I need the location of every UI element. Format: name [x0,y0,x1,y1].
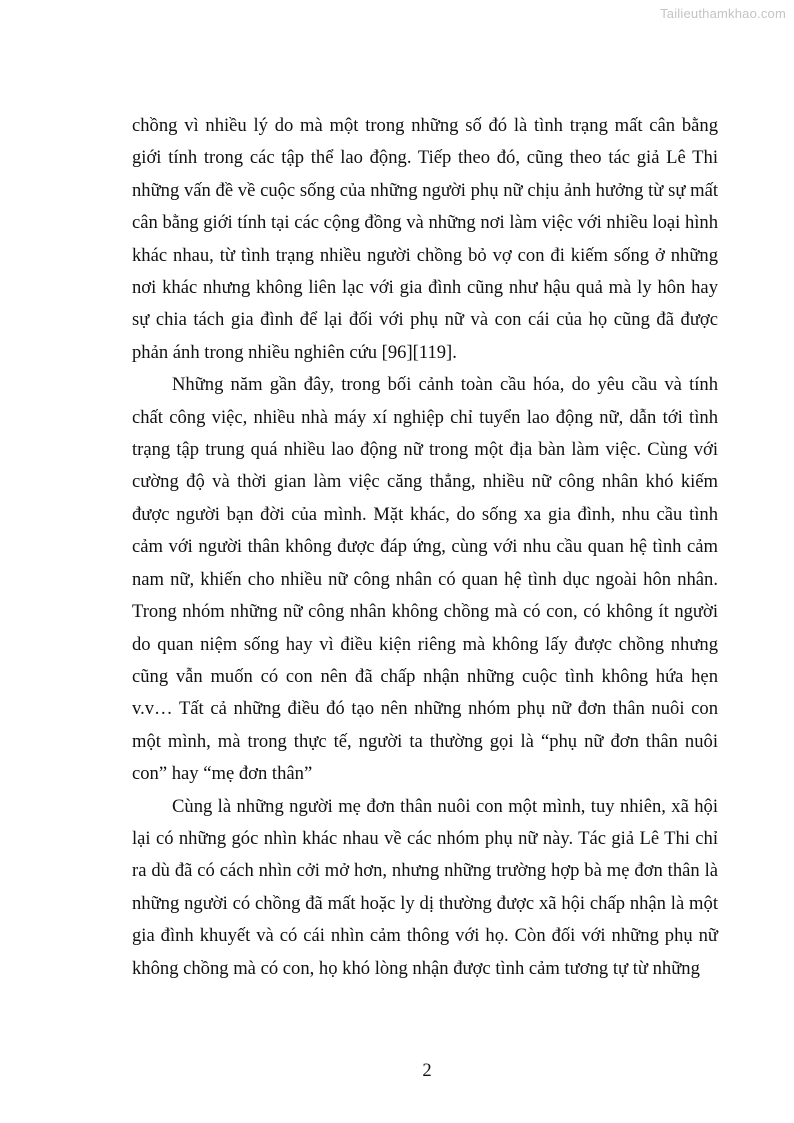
paragraph-continued: chồng vì nhiều lý do mà một trong những số đó là tình trạng mất cân bằng giới tính trong các tập thể lao động. Tiếp theo đó, cũng theo tác giả Lê Thi những vấn đề về cuộc sống của những người phụ nữ chịu ảnh hưởng từ sự mất cân bằng giới tính tại các cộng đồng và những nơi làm việc với nhiều loại hình khác nhau, từ tình trạng nhiều người chồng bỏ vợ con đi kiếm sống ở những nơi khác nhưng không liên lạc với gia đình cũng như hậu quả mà ly hôn hay sự chia tách gia đình để lại đối với phụ nữ và con cái của họ cũng đã được phản ánh trong nhiều nghiên cứu [96][119]. [132,115,718,363]
document-body [132,110,718,985]
watermark: Tailieuthamkhao.com [660,6,786,21]
paragraph: Những năm gần đây, trong bối cảnh toàn cầu hóa, do yêu cầu và tính chất công việc, nhiều nhà máy xí nghiệp chỉ tuyển lao động nữ, dẫn tới tình trạng tập trung quá nhiều lao động nữ trong một địa bàn làm việc. Cùng với cường độ và thời gian làm việc căng thẳng, nhiều nữ công nhân khó kiếm được người bạn đời của mình. Mặt khác, do sống xa gia đình, nhu cầu tình cảm với người thân không được đáp ứng, cùng với nhu cầu quan hệ tình cảm nam nữ, khiến cho nhiều nữ công nhân có quan hệ tình dục ngoài hôn nhân. Trong nhóm những nữ công nhân không chồng mà có con, có không ít người do quan niệm sống hay vì điều kiện riêng mà không lấy được chồng nhưng cũng vẫn muốn có con nên đã chấp nhận những cuộc tình không hứa hẹn v.v… Tất cả những điều đó tạo nên những nhóm phụ nữ đơn thân nuôi con một mình, mà trong thực tế, người ta thường gọi là “phụ nữ đơn thân nuôi con” hay “mẹ đơn thân” [132,374,718,785]
paragraph: Cùng là những người mẹ đơn thân nuôi con một mình, tuy nhiên, xã hội lại có những góc nhìn khác nhau về các nhóm phụ nữ này. Tác giả Lê Thi chỉ ra dù đã có cách nhìn cởi mở hơn, nhưng những trường hợp bà mẹ đơn thân là những người có chồng đã mất hoặc ly dị thường được xã hội chấp nhận là một gia đình khuyết và có cái nhìn cảm thông với họ. Còn đối với những phụ nữ không chồng mà có con, họ khó lòng nhận được tình cảm tương tự từ những [132,795,718,979]
page-number: 2 [422,1060,432,1081]
